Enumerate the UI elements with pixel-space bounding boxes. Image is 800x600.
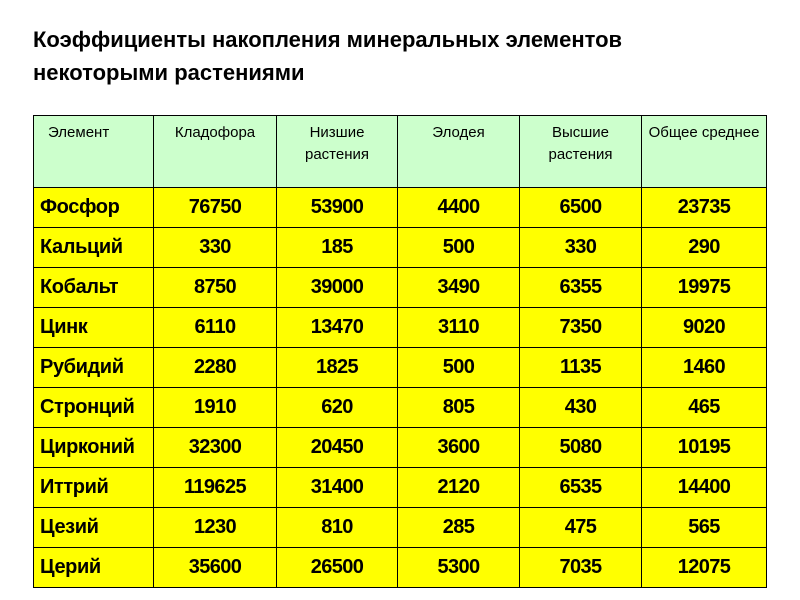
table-cell: 53900 xyxy=(277,188,398,228)
table-cell: 430 xyxy=(520,388,642,428)
row-label: Иттрий xyxy=(34,468,154,508)
table-row xyxy=(34,228,767,268)
table-cell: 4400 xyxy=(398,188,520,228)
header-row xyxy=(34,116,767,188)
row-label: Стронций xyxy=(34,388,154,428)
table-cell: 810 xyxy=(277,508,398,548)
table-row xyxy=(34,268,767,308)
table-body xyxy=(34,188,767,588)
table-cell: 2280 xyxy=(154,348,277,388)
column-header-element: Элемент xyxy=(34,116,154,188)
table-cell: 76750 xyxy=(154,188,277,228)
table-cell: 475 xyxy=(520,508,642,548)
table-cell: 1230 xyxy=(154,508,277,548)
table-cell: 5300 xyxy=(398,548,520,588)
table-cell: 185 xyxy=(277,228,398,268)
table-header xyxy=(34,116,767,188)
table-cell: 6110 xyxy=(154,308,277,348)
table-row xyxy=(34,548,767,588)
row-label: Кобальт xyxy=(34,268,154,308)
table-cell: 12075 xyxy=(642,548,767,588)
column-header-elodea: Элодея xyxy=(398,116,520,188)
table-cell: 119625 xyxy=(154,468,277,508)
table-cell: 1825 xyxy=(277,348,398,388)
column-header-higher-plants: Высшие растения xyxy=(520,116,642,188)
page-title-line-1: Коэффициенты накопления минеральных элементов xyxy=(33,27,623,52)
column-header-cladophora: Кладофора xyxy=(154,116,277,188)
table-cell: 6535 xyxy=(520,468,642,508)
table-cell: 500 xyxy=(398,348,520,388)
accumulation-table xyxy=(33,115,767,588)
table-cell: 26500 xyxy=(277,548,398,588)
table-row xyxy=(34,188,767,228)
table-cell: 6500 xyxy=(520,188,642,228)
table-cell: 10195 xyxy=(642,428,767,468)
table-cell: 6355 xyxy=(520,268,642,308)
table-cell: 285 xyxy=(398,508,520,548)
table-cell: 35600 xyxy=(154,548,277,588)
row-label: Фосфор xyxy=(34,188,154,228)
table-row xyxy=(34,468,767,508)
table-cell: 3490 xyxy=(398,268,520,308)
table-cell: 3600 xyxy=(398,428,520,468)
table-cell: 330 xyxy=(154,228,277,268)
table-cell: 805 xyxy=(398,388,520,428)
row-label: Цирконий xyxy=(34,428,154,468)
table-row xyxy=(34,308,767,348)
table-cell: 14400 xyxy=(642,468,767,508)
table-cell: 465 xyxy=(642,388,767,428)
table-cell: 3110 xyxy=(398,308,520,348)
table-cell: 9020 xyxy=(642,308,767,348)
row-label: Кальций xyxy=(34,228,154,268)
table-cell: 7035 xyxy=(520,548,642,588)
table-cell: 13470 xyxy=(277,308,398,348)
page-title xyxy=(33,23,773,89)
table-cell: 31400 xyxy=(277,468,398,508)
table-cell: 5080 xyxy=(520,428,642,468)
column-header-lower-plants: Низшие растения xyxy=(277,116,398,188)
page-title-line-2: некоторыми растениями xyxy=(33,60,305,85)
table-cell: 8750 xyxy=(154,268,277,308)
row-label: Цезий xyxy=(34,508,154,548)
table-cell: 1460 xyxy=(642,348,767,388)
table-row xyxy=(34,508,767,548)
table-row xyxy=(34,348,767,388)
table-row xyxy=(34,428,767,468)
table-cell: 32300 xyxy=(154,428,277,468)
table-cell: 1135 xyxy=(520,348,642,388)
table-cell: 500 xyxy=(398,228,520,268)
table-cell: 23735 xyxy=(642,188,767,228)
row-label: Цинк xyxy=(34,308,154,348)
row-label: Рубидий xyxy=(34,348,154,388)
table-cell: 2120 xyxy=(398,468,520,508)
table-row xyxy=(34,388,767,428)
table-cell: 39000 xyxy=(277,268,398,308)
table-cell: 7350 xyxy=(520,308,642,348)
table-cell: 330 xyxy=(520,228,642,268)
column-header-overall-average: Общее среднее xyxy=(642,116,767,188)
table-cell: 19975 xyxy=(642,268,767,308)
table-cell: 620 xyxy=(277,388,398,428)
table-cell: 565 xyxy=(642,508,767,548)
table-cell: 1910 xyxy=(154,388,277,428)
row-label: Церий xyxy=(34,548,154,588)
table-cell: 290 xyxy=(642,228,767,268)
table-cell: 20450 xyxy=(277,428,398,468)
